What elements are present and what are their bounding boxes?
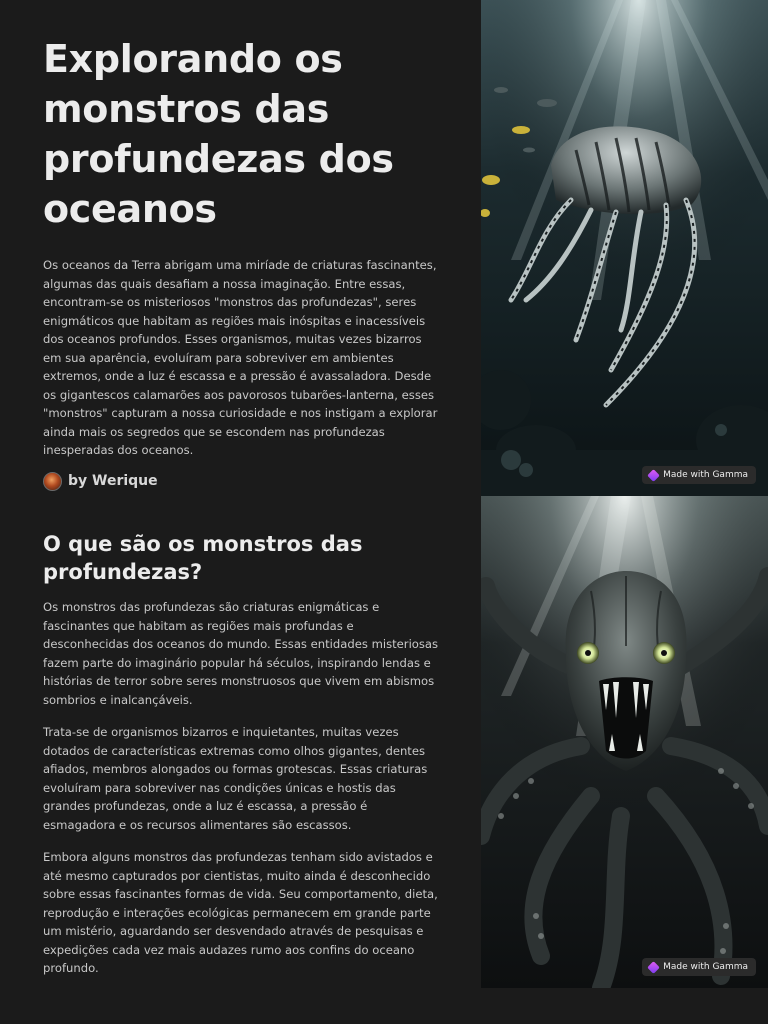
- paragraph-3: Embora alguns monstros das profundezas tenham sido avistados e até mesmo capturados por cientistas, muito ainda é desconhecido sobre essas fascinantes formas de vida. Seu comportamento, dieta, reprodução e interações ecológicas permanecem em grande parte um mistério, aguardando ser desvendado através de pesquisas e expedições cada vez mais audazes rumo aos confins do oceano profundo.: [43, 850, 438, 975]
- made-with-gamma-badge[interactable]: [642, 466, 756, 484]
- author-avatar: [43, 472, 62, 491]
- octopus-monster-image: [481, 496, 768, 988]
- author-name: by Werique: [68, 473, 158, 489]
- card-intro: [0, 0, 768, 496]
- intro-paragraph: Os oceanos da Terra abrigam uma miríade de criaturas fascinantes, algumas das quais desafiam a nossa imaginação. Entre essas, encontram-se os misteriosos "monstros das profundezas", seres enigmáticos que habitam as regiões mais inóspitas e inacessíveis dos oceanos profundos. Esses organismos, muitas vezes bizarros em sua aparência, evoluíram para sobreviver em ambientes extremos, onde a luz é escassa e a pressão é avassaladora. Desde os gigantescos calamarões aos pavorosos tubarões-lanterna, esses "monstros" capturam a nossa curiosidade e nos instigam a explorar ainda mais os segredos que se escondem nas profundezas inesperadas dos oceanos.: [43, 258, 438, 457]
- made-with-gamma-badge[interactable]: [642, 958, 756, 976]
- intro-text-column: [43, 34, 443, 491]
- jellyfish-illustration: [481, 0, 768, 496]
- what-are-text-column: [43, 530, 443, 978]
- author-byline: [43, 472, 443, 491]
- jellyfish-image: [481, 0, 768, 496]
- octopus-monster-illustration: [481, 496, 768, 988]
- badge-label: Made with Gamma: [663, 470, 748, 480]
- page-title: Explorando os monstros das profundezas dos oceanos: [43, 37, 394, 231]
- paragraph-2: Trata-se de organismos bizarros e inquietantes, muitas vezes dotados de características extremas como olhos gigantes, dentes afiados, membros alongados ou formas grotescas. Essas criaturas evoluíram para sobreviver nas condições únicas e hostis das grandes profundezas, onde a luz é escassa, a pressão é esmagadora e os recursos alimentares são escassos.: [43, 725, 428, 832]
- gamma-logo-icon: [647, 961, 660, 974]
- paragraph-1: Os monstros das profundezas são criaturas enigmáticas e fascinantes que habitam as regiões mais profundas e desconhecidas dos oceanos do mundo. Essas entidades misteriosas fazem parte do imaginário popular há séculos, inspirando lendas e histórias de terror sobre seres monstruosos que vivem em abismos sombrios e inalcançáveis.: [43, 600, 439, 707]
- section-title: O que são os monstros das profundezas?: [43, 532, 363, 584]
- gamma-logo-icon: [647, 469, 660, 482]
- card-what-are: [0, 496, 768, 988]
- badge-label: Made with Gamma: [663, 962, 748, 972]
